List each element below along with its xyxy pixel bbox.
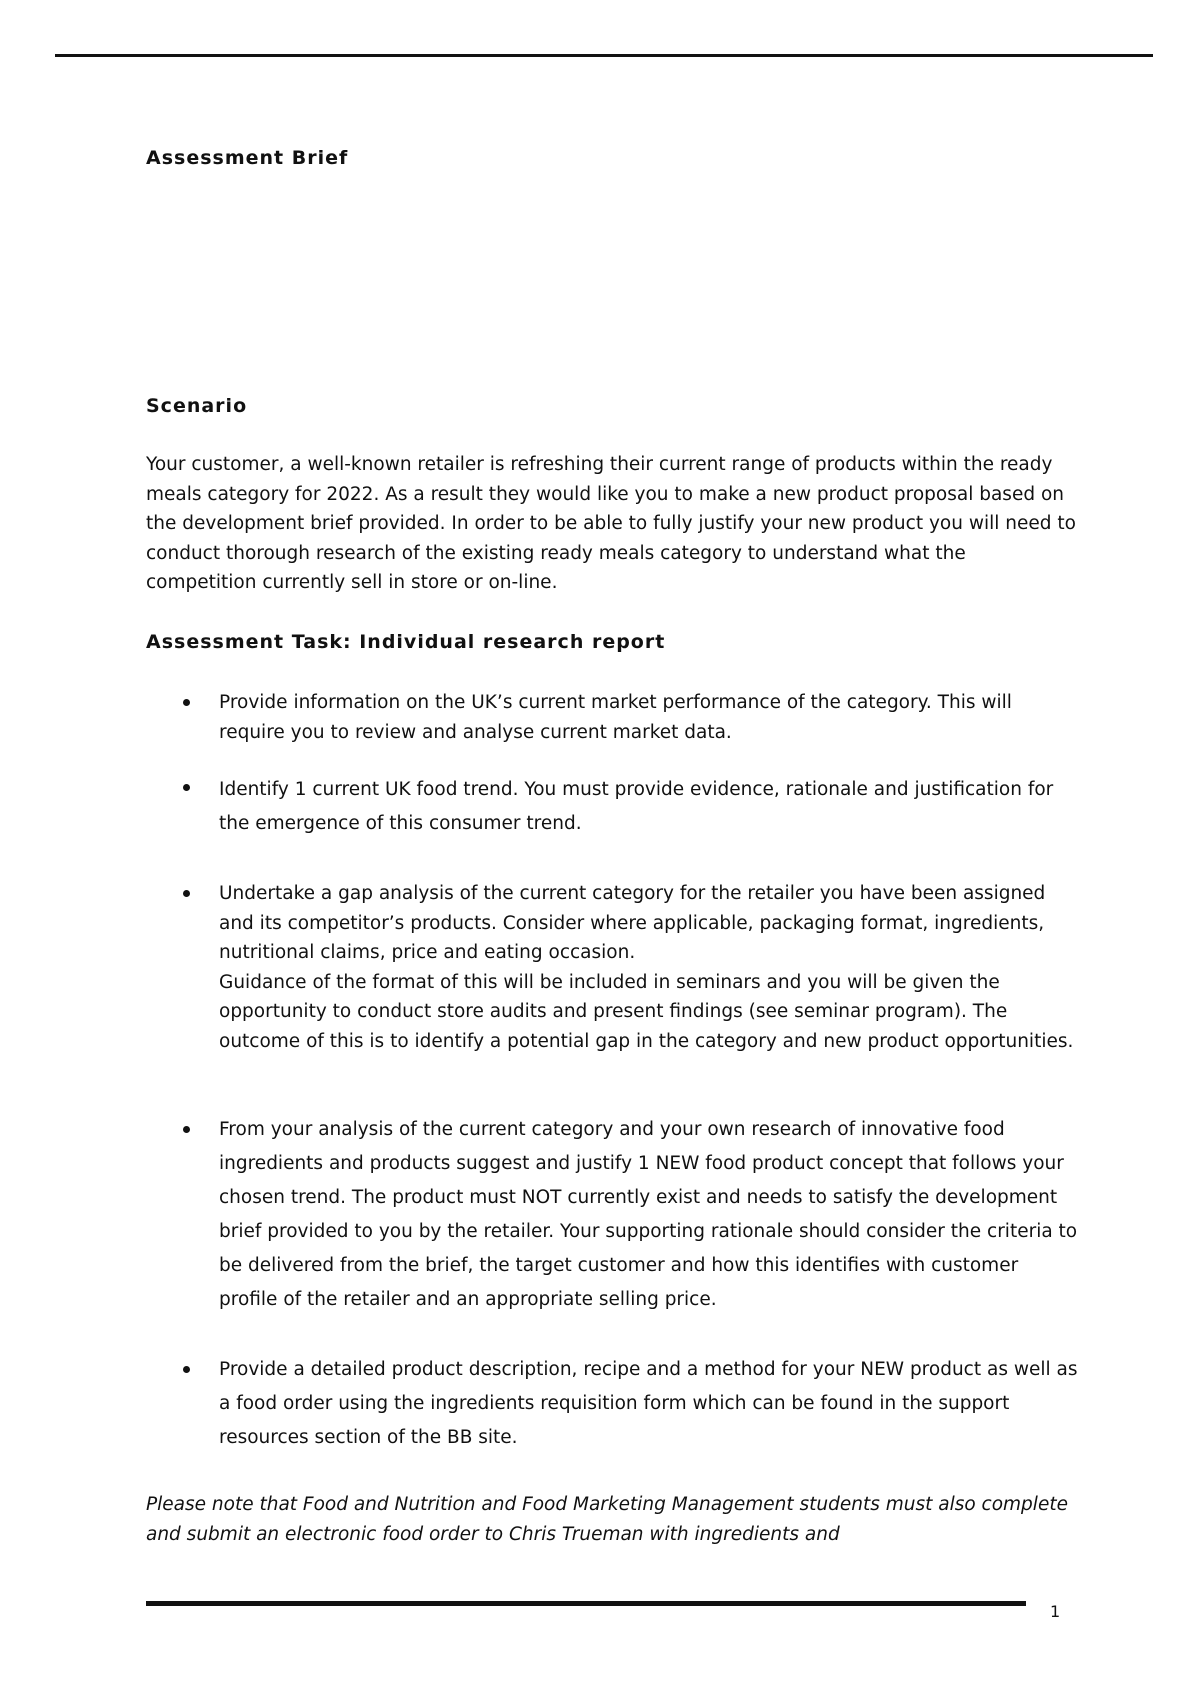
scenario-heading: Scenario <box>146 395 248 417</box>
bullet-market-performance: Provide information on the UK’s current market performance of the category. This will require you to review and analyse current market data. <box>219 688 1079 747</box>
note-paragraph: Please note that Food and Nutrition and Food Marketing Management students must also complete and submit an electronic food order to Chris Trueman with ingredients and <box>146 1494 1068 1545</box>
bullet-food-trend: Identify 1 current UK food trend. You must provide evidence, rationale and justification for the emergence of this consumer trend. <box>219 773 1079 841</box>
footer-rule <box>146 1601 1026 1606</box>
bullet-product-description: Provide a detailed product description, recipe and a method for your NEW product as well as a food order using the ingredients requisition form which can be found in the support resources section of the BB site. <box>219 1353 1079 1455</box>
bullet-gap-analysis <box>219 879 1079 1056</box>
gap-analysis-text: Undertake a gap analysis of the current category for the retailer you have been assigned and its competitor’s products. Consider where applicable, packaging format, ingredients, nutritional claims, price and eating occasion. <box>219 883 1046 963</box>
document-title: Assessment Brief <box>146 147 349 169</box>
gap-analysis-guidance: Guidance of the format of this will be included in seminars and you will be given the opportunity to conduct store audits and present findings (see seminar program). The outcome of this is to identify a potential gap in the category and new product opportunities. <box>219 971 1074 1052</box>
header-rule <box>55 54 1153 57</box>
page-number: 1 <box>1050 1602 1061 1621</box>
scenario-paragraph: Your customer, a well-known retailer is refreshing their current range of products within the ready meals category for 2022. As a result they would like you to make a new product proposal based on the development brief provided. In order to be able to fully justify your new product you will need to conduct thorough research of the existing ready meals category to understand what the competition currently sell in store or on-line. <box>146 454 1076 593</box>
bullet-new-product-concept: From your analysis of the current category and your own research of innovative food ingredients and products suggest and justify 1 NEW food product concept that follows your chosen trend. The product must NOT currently exist and needs to satisfy the development brief provided to you by the retailer. Your supporting rationale should consider the criteria to be delivered from the brief, the target customer and how this identifies with customer profile of the retailer and an appropriate selling price. <box>219 1113 1079 1317</box>
assessment-task-heading: Assessment Task: Individual research report <box>146 631 666 653</box>
